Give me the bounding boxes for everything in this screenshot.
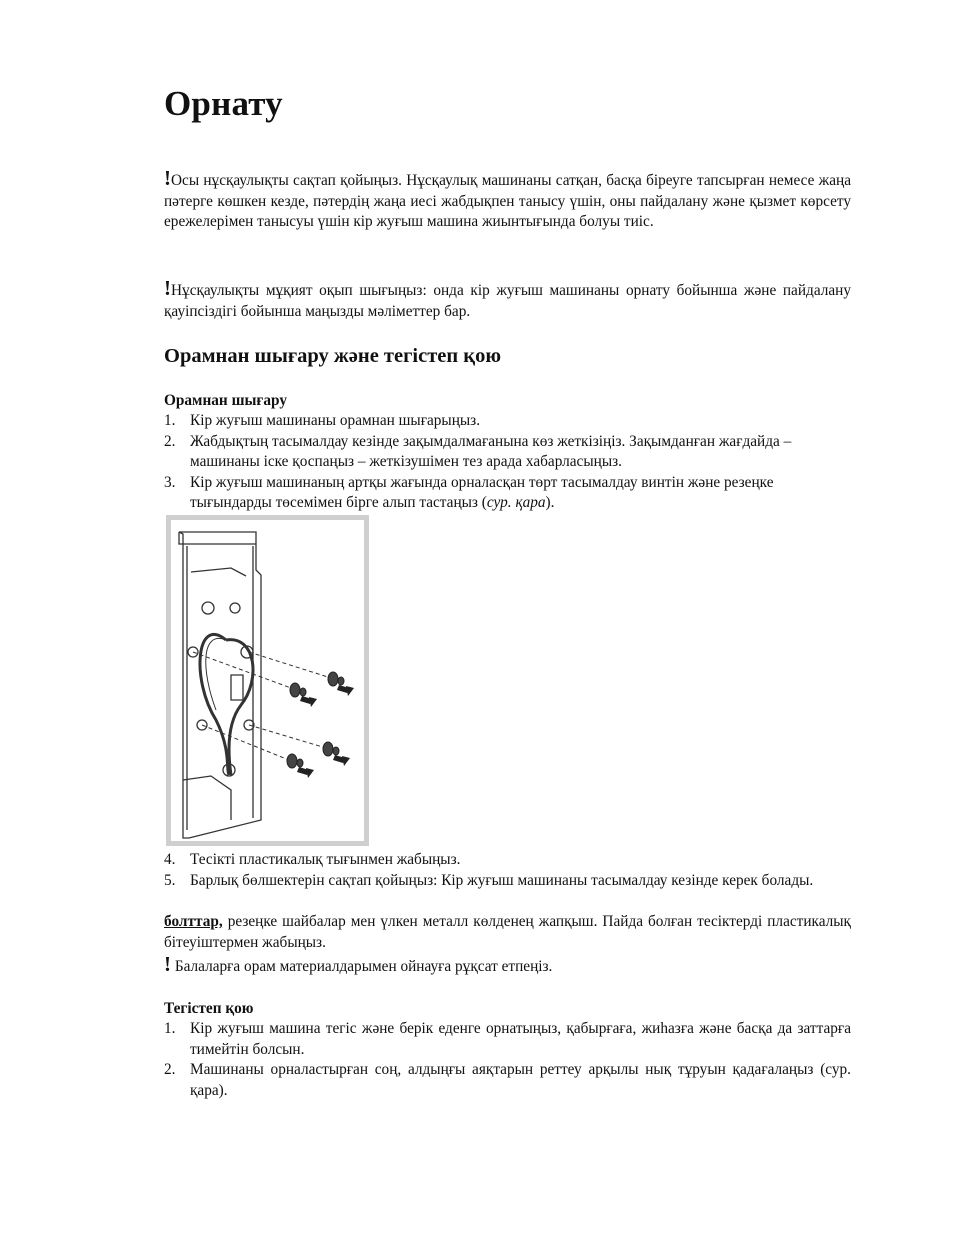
step-number: 4.	[164, 851, 176, 868]
bolts-note	[164, 912, 851, 953]
list-item	[164, 432, 851, 473]
step-number: 2.	[164, 432, 176, 450]
step-text: Тесікті пластикалық тығынмен жабыңыз.	[190, 851, 461, 868]
leveling-steps	[164, 1019, 851, 1101]
list-item	[164, 871, 851, 892]
bolts-label: болттар,	[164, 913, 223, 930]
unpack-steps	[164, 411, 851, 514]
leveling-subheading: Тегістеп қою	[164, 1000, 254, 1017]
step-text: Барлық бөлшектерін сақтап қойыңыз: Кір жуғыш машинаны тасымалдау кезінде керек болады.	[190, 871, 814, 889]
intro-paragraph-2	[164, 276, 851, 322]
warning-text: Балаларға орам материалдарымен ойнауға рұқсат етпеңіз.	[171, 958, 553, 975]
exclamation-icon: !	[164, 952, 171, 976]
intro-text-2: Нұсқаулықты мұқият оқып шығыңыз: онда кір жуғыш машинаны орнату бойынша және пайдалану қауіпсіздігі бойынша маңызды мәліметтер бар.	[164, 282, 851, 320]
step-number: 1.	[164, 412, 176, 429]
children-warning	[164, 952, 851, 978]
page-title: Орнату	[164, 84, 283, 123]
step-text: Жабдықтың тасымалдау кезінде зақымдалмағанына көз жеткізіңіз. Зақымданған жағдайда – машинаны іске қоспаңыз – жеткізушімен тез арада хабарласыңыз.	[190, 432, 792, 471]
step-number: 3.	[164, 473, 176, 491]
step-number: 1.	[164, 1020, 176, 1037]
step-text: Кір жуғыш машинаның артқы жағында орналасқан төрт тасымалдау винтін және резеңке тығындарды төсемімен бірге алып тастаңыз (сур. қара).	[190, 473, 774, 512]
unpack-subheading: Орамнан шығару	[164, 392, 287, 409]
step-text: Кір жуғыш машина тегіс және берік еденге орнатыңыз, қабырғаға, жиһазға және басқа да заттарға тимейтін болсын.	[190, 1020, 851, 1058]
step-text: Машинаны орналастырған соң, алдыңғы аяқтарын реттеу арқылы нық тұруын қадағалаңыз (сур. қара).	[190, 1061, 851, 1099]
transport-bolts-figure	[166, 515, 369, 846]
list-item	[164, 473, 851, 514]
list-item	[164, 1060, 851, 1101]
intro-paragraph-1	[164, 166, 851, 233]
step-text: Кір жуғыш машинаны орамнан шығарыңыз.	[190, 412, 481, 429]
list-item	[164, 850, 851, 871]
bolts-text: резеңке шайбалар мен үлкен металл көлденең жапқыш. Пайда болған тесіктерді пластикалық бітеуіштермен жабыңыз.	[164, 913, 851, 951]
exclamation-icon: !	[164, 276, 171, 300]
step-number: 5.	[164, 871, 176, 889]
unpack-steps-continued	[164, 850, 851, 891]
exclamation-icon: !	[164, 166, 171, 190]
figure-reference: сур. қара	[486, 494, 546, 512]
list-item	[164, 411, 851, 432]
step-number: 2.	[164, 1061, 176, 1079]
intro-text-1: Осы нұсқаулықты сақтап қойыңыз. Нұсқаулық машинаны сатқан, басқа біреуге тапсырған немесе жаңа пәтерге көшкен кезде, пәтердің жаңа иесі жабдықпен танысу үшін, оны пайдалану және қызмет көрсету ережелерімен танысуы үшін кір жуғыш машина жиынтығында болуы тиіс.	[164, 172, 851, 231]
section-heading: Орамнан шығару және тегістеп қою	[164, 345, 502, 367]
list-item	[164, 1019, 851, 1060]
washing-machine-rear-icon	[171, 520, 364, 841]
